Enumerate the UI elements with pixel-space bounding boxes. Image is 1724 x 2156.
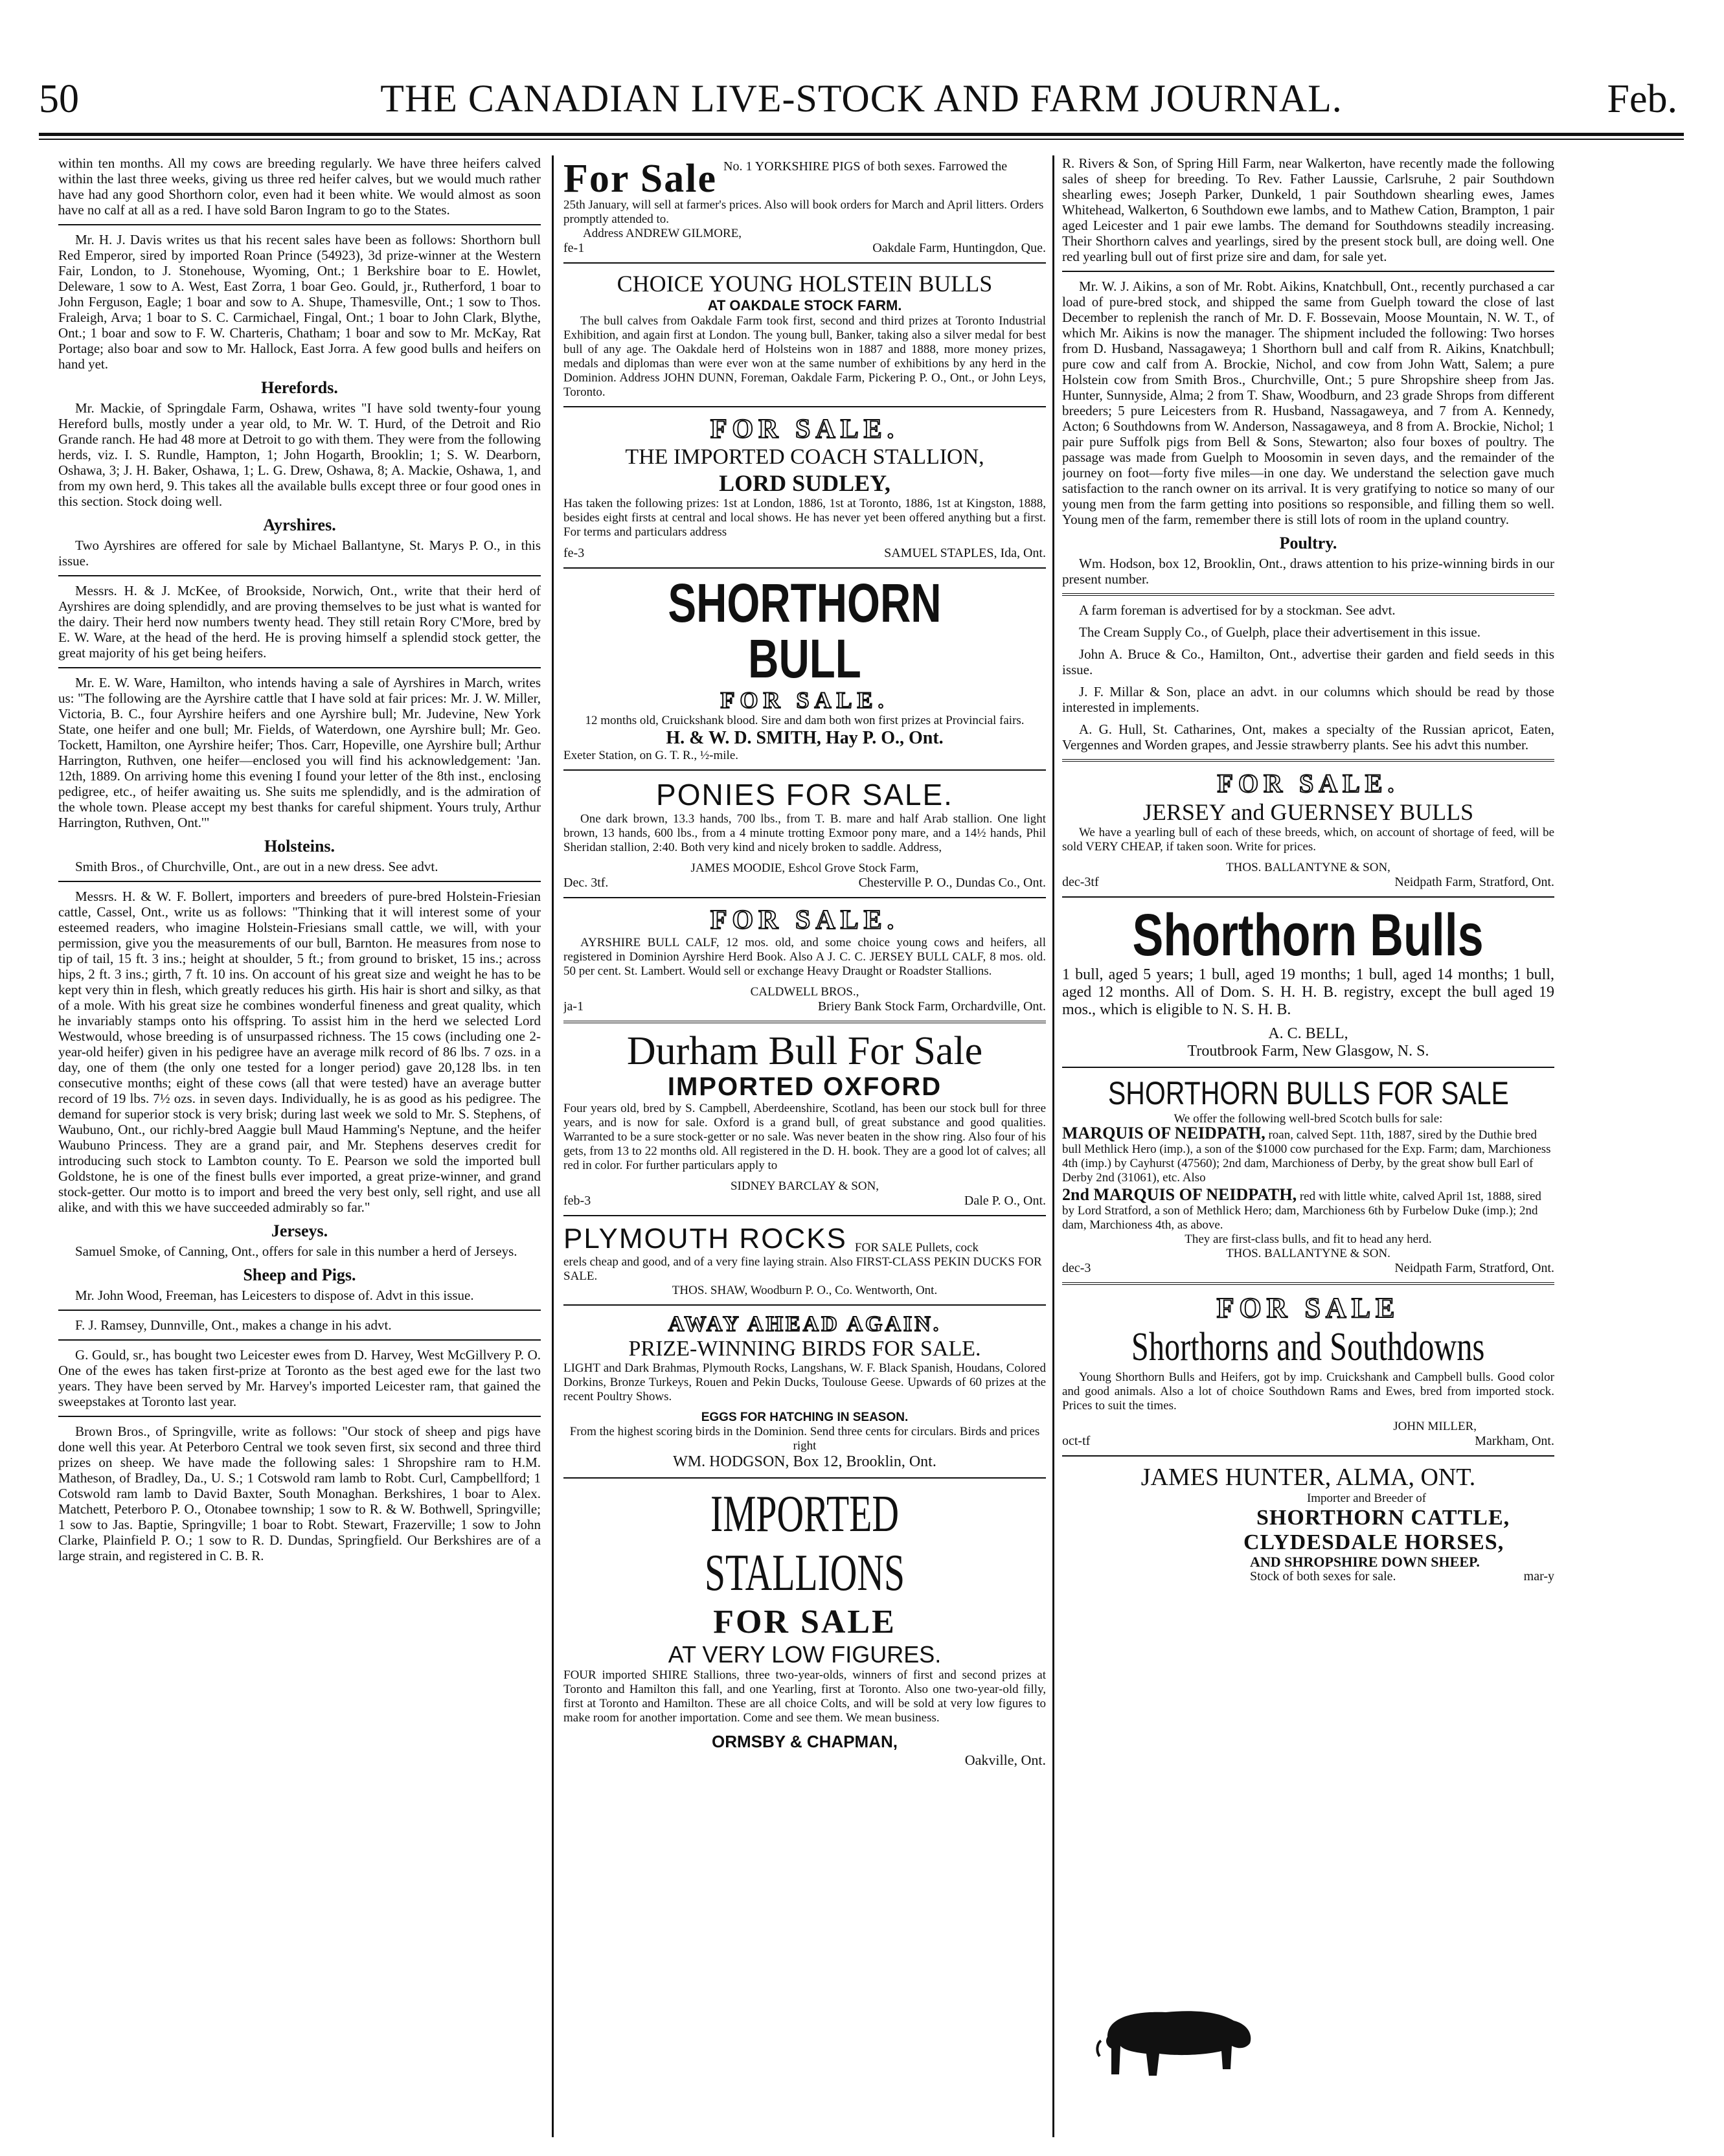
ad-address: Troutbrook Farm, New Glasgow, N. S. [1187, 1043, 1429, 1060]
divider [563, 262, 1046, 264]
ad-holstein-bulls [563, 270, 1046, 400]
ad-subhead: THE IMPORTED COACH STALLION, [625, 445, 984, 469]
divider [1062, 1067, 1554, 1068]
divider [563, 769, 1046, 771]
ad-code: dec-3 [1062, 1261, 1091, 1275]
ad-side-text: FOR SALE Pullets, cock [854, 1241, 979, 1254]
page-number: 50 [39, 77, 79, 121]
ad-subhead: Shorthorns and Southdowns [1131, 1325, 1485, 1369]
ad-shorthorn-bulls-bell [1062, 904, 1554, 1060]
ad-ponies [563, 777, 1046, 891]
ad-horse-name: LORD SUDLEY, [719, 470, 890, 496]
ad-body: 12 months old, Cruickshank blood. Sire and dam both won first prizes at Provincial fairs. [585, 714, 1025, 727]
ad-address: H. & W. D. SMITH, Hay P. O., Ont. [666, 728, 944, 748]
ad-address: SIDNEY BARCLAY & SON, [730, 1179, 879, 1193]
news-paragraph: Mr. E. W. Ware, Hamilton, who intends having a sale of Ayrshires in March, writes us: "The following are the Ayrshire cattle that I have sold at fair prices: Mr. J. W. Miller, Victoria, B. C., four Ayrshire heifers and one Ayrshire bull; Mr. Judevine, New York State, one heifer and one bull; Mr. Fields, of Waterdown, one Ayrshire bull; Mr. Geo. Tockett, Hamilton, one Ayrshire heifer; Thos. Carr, Hopeville, one Ayrshire bull; Arthur Harrington, Ruthven, one heifer—enclosed you will find his acknowledgement: 'Jan. 12th, 1889. On arriving home this evening I found your letter of the 8th inst., enclosing pedigree, etc., of heifer awaiting us. She suits me splendidly, and is the admiration of the whole town. Please accept my best thanks for careful shipment. Yours truly, Arthur Harrington, Ruthven, Ont.'" [58, 675, 541, 830]
divider [1062, 759, 1554, 762]
ad-line: AND SHROPSHIRE DOWN SHEEP. [1250, 1554, 1480, 1570]
ad-body: AYRSHIRE BULL CALF, 12 mos. old, and some choice young cows and heifers, all registered in Dominion Ayrshire Herd Book. Also A J. C. C. JERSEY BULL CALF, 8 mos. old. 50 per cent. St. Lambert. Would sell or exchange Heavy Draught or Roadster Stallions. [563, 936, 1046, 978]
news-paragraph: within ten months. All my cows are breeding regularly. We have three heifers calved within the last three weeks, giving us three red heifer calves, but we would much rather have had any good Shorthorn color, even had it been white. We would almost as soon have no calf at all as a red. I have sold Baron Ingram to go to the States. [58, 155, 541, 218]
ad-headline: For Sale [563, 157, 717, 201]
header-rule-thin [39, 139, 1684, 140]
news-paragraph: A. G. Hull, St. Catharines, Ont, makes a specialty of the Russian apricot, Eaten, Vergennes and Worden grapes, and Jessie strawberry plants. See his advt this number. [1062, 721, 1554, 753]
section-heading-poultry: Poultry. [1279, 534, 1337, 552]
news-paragraph: Mr. W. J. Aikins, a son of Mr. Robt. Aikins, Knatchbull, Ont., recently purchased a car load of pure-bred stock, and shipped the same from Guelph toward the close of last December to replenish the ranch of Mr. D. F. Bossevain, Moose Mountain, N. W. T., of which Mr. Aikins is now the manager. The shipment included the following: Two horses from D. Husband, Nassagaweya; 1 Shorthorn bull and calf from R. Aikins, Knatchbull; pure cow and calf from A. Brockie, Nichol, and cow from John Watt, Salem; a pure Holstein cow from Smith Bros., Churchville, Ont.; 5 pure Shropshire sheep from Jas. Hunter, Sunnyside, Alma; 2 from T. Shaw, Woodburn, and 23 grade Shrops from different breeders; 5 pure Leicesters from R. Husband, Nassagaweya, and 7 from A. Kennedy, Acton; 6 Southdowns from W. Anderson, Nassagaweya, and 8 from A. Brockie, Nichol; 1 pair pure Suffolk pigs from Bell & Sons, Stewarton; also four boxes of poultry. The passage was made from Guelph to Moosomin in seven days, and the remainder of the journey on foot—forty five miles—in one day. We understand the selection gave much satisfaction to the ranch owner on its arrival. It is very gratifying to notice so many of our young men from the farm getting into positions so responsible, and filling them so well. Young men of the farm, remember there is still lots of room in the upland country. [1062, 278, 1554, 527]
ad-subhead: AT OAKDALE STOCK FARM. [707, 297, 902, 313]
ad-body: Young Shorthorn Bulls and Heifers, got by imp. Cruickshank and Campbell bulls. Good color and good animals. Also a lot of choice Southdown Rams and Ewes, bred from imported stock. Prices to suit the times. [1062, 1370, 1554, 1413]
divider [58, 1310, 541, 1311]
column-rule-1 [552, 155, 554, 2137]
ad-address: Neidpath Farm, Stratford, Ont. [1394, 875, 1554, 889]
ad-shorthorn-bulls-ballantyne [1062, 1074, 1554, 1276]
divider [563, 1021, 1046, 1023]
ad-address: THOS. BALLANTYNE & SON. [1226, 1247, 1390, 1260]
ad-address: ORMSBY & CHAPMAN, [712, 1732, 898, 1751]
ad-body: 25th January, will sell at farmer's prices. Also will book orders for March and April litters. Orders promptly attended to. [563, 198, 1044, 226]
ad-station: Exeter Station, on G. T. R., ½-mile. [563, 749, 739, 762]
ad-address: THOS. BALLANTYNE & SON, [1226, 861, 1390, 874]
ad-body: We have a yearling bull of each of these breeds, which, on account of shortage of feed, will be sold VERY CHEAP, if taken soon. Write for prices. [1062, 826, 1554, 854]
news-paragraph: J. F. Millar & Son, place an advt. in our columns which should be read by those interested in implements. [1062, 684, 1554, 715]
ad-address: A. C. BELL, [1268, 1025, 1348, 1042]
section-heading-jerseys: Jerseys. [271, 1221, 328, 1240]
news-paragraph: Wm. Hodson, box 12, Brooklin, Ont., draws attention to his prize-winning birds in our present number. [1062, 556, 1554, 587]
section-heading-sheep-pigs: Sheep and Pigs. [243, 1265, 356, 1284]
section-heading-herefords: Herefords. [261, 378, 338, 397]
divider [563, 406, 1046, 407]
ad-subhead-2: AT VERY LOW FIGURES. [668, 1641, 942, 1668]
ad-durham-bull [563, 1030, 1046, 1208]
issue-month: Feb. [1607, 77, 1677, 121]
ad-james-hunter [1062, 1463, 1554, 1584]
bull-illustration [1095, 1998, 1256, 2089]
column-news-1 [58, 155, 541, 2144]
ad-body: 1 bull, aged 5 years; 1 bull, aged 19 months; 1 bull, aged 14 months; 1 bull, aged 12 months. All of Dom. S. H. H. B. registry, except the bull aged 19 mos., which is eligible to N. S. H. B. [1062, 966, 1554, 1018]
ad-headline: AWAY AHEAD AGAIN. [668, 1312, 942, 1336]
ad-body: roan, calved Sept. 11th, 1887, sired by the Duthie bred bull Methlick Hero (imp.), a son of the $1000 cow purchased for the Exp. Farm; dam, Marchioness 4th (imp.) by Cayhurst (47560); 2nd dam, Marchioness of Derby, by the great show bull Earl of Derby 2nd (31061), etc. Also [1062, 1128, 1551, 1185]
divider [563, 1304, 1046, 1306]
divider [1062, 271, 1554, 272]
ad-body: They are first-class bulls, and fit to head any herd. [1185, 1232, 1432, 1246]
ad-subhead: PRIZE-WINNING BIRDS FOR SALE. [628, 1337, 981, 1361]
ad-address: Address ANDREW GILMORE, [583, 227, 742, 240]
news-paragraph: Brown Bros., of Springville, write as follows: "Our stock of sheep and pigs have done well this year. At Peterboro Central we took seven first, six second and three third prizes on sheep. We have made the following sales: 1 Shropshire ram to H.M. Matheson, of Bradley, Da., U. S.; 1 Cotswold ram lamb to Robt. Curl, Campbellford; 1 Cotswold ram lamb to David Baxter, South Monaghan. Berkshires, 1 boar to Alex. Matchett, Peterboro P. O., Otonabee township; 1 sow to R. & W. Bothwell, Springville; 1 sow to Jas. Baptie, Springville; 1 boar to Robt. Stewart, Frazerville; 1 sow to John Clarke, Plainfield P. O.; 1 sow to R. D. Dundas, Springfield. Our Berkshires are of a large strain, and registered in C. B. R. [58, 1424, 541, 1563]
ad-address: JOHN MILLER, [1393, 1420, 1477, 1433]
news-paragraph: Samuel Smoke, of Canning, Ont., offers for sale in this number a herd of Jerseys. [75, 1243, 517, 1259]
ad-address: WM. HODGSON, Box 12, Brooklin, Ont. [673, 1453, 936, 1470]
news-paragraph: The Cream Supply Co., of Guelph, place their advertisement in this issue. [1079, 624, 1480, 640]
divider [58, 1339, 541, 1341]
ad-headline: PONIES FOR SALE. [656, 778, 953, 811]
ad-subhead: FOR SALE. [720, 687, 889, 713]
news-paragraph: Mr. H. J. Davis writes us that his recent sales have been as follows: Shorthorn bull Red Emperor, sired by imported Roan Prince (54923), 3d prize-winner at the Western Fair, London, to J. Stonehouse, Wyoming, Ont.; 1 Berkshire boar to E. Howlet, Deleware, 1 sow to A. West, East Zorra, 1 boar Geo. Gould, jr., Rutherford, 1 boar to John Ferguson, Eagle; 1 boar and sow to A. Shupe, Thamesville, Ont.; 1 sow to Thos. Fraleigh, Arva; 1 boar to S. C. Carmichael, Fingal, Ont.; 1 boar to John Clark, Blythe, Ont.; 1 boar and sow to F. W. Charteris, Chatham; 1 boar and sow to Mr. McKay, Rat Portage; also boar and sow to Mr. Hallock, East Jorra. A few good bulls and heifers on hand yet. [58, 232, 541, 372]
ad-yorkshire-pigs [563, 159, 1046, 256]
ad-body: red with little white, calved April 1st, 1888, sired by Lord Stratford, a son of Methlick Hero; dam, Marchioness 6th by Furbelow Duke (imp.); 2nd dam, Marchioness 4th, as above. [1062, 1190, 1541, 1232]
news-paragraph: R. Rivers & Son, of Spring Hill Farm, near Walkerton, have recently made the following sales of sheep for breeding. To Rev. Father Laussie, Carlsruhe, 2 pair Southdown shearling ewes; Joseph Parker, Dunkeld, 1 pair Southdown shearling ewes, James Whitehead, Walkerton, 6 Southdown ewe lambs, and to Mathew Cation, Brampton, 1 pair aged Leicester and 1 pair ewe lambs. The demand for Southdowns steadily increasing. Their Shorthorn calves and yearlings, sired by the present stock bull, are doing well. One red yearling bull out of first prize sire and dam, for sale yet. [1062, 155, 1554, 264]
ad-headline: Shorthorn Bulls [1132, 902, 1484, 968]
ad-body: Has taken the following prizes: 1st at London, 1886, 1st at Toronto, 1886, 1st at Kingston, 1888, besides eight firsts at central and local shows. He has never yet been offered anything but a first. For terms and particulars address [563, 497, 1046, 539]
section-heading-holsteins: Holsteins. [264, 837, 335, 856]
ad-code: dec-3tf [1062, 875, 1099, 889]
ad-address: CALDWELL BROS., [750, 985, 859, 999]
ad-headline: FOR SALE. [710, 905, 900, 935]
ad-headline: FOR SALE [1216, 1292, 1400, 1324]
divider [563, 1477, 1046, 1479]
ad-imported-stallions [563, 1485, 1046, 1769]
column-rule-2 [1052, 155, 1054, 2137]
news-paragraph: Messrs. H. & J. McKee, of Brookside, Norwich, Ont., write that their herd of Ayrshires are doing splendidly, and are proving themselves to be just what is wanted for the dairy. Their herd now numbers twenty head. They still retain Rory C'More, bred by E. W. Ware, at the head of the herd. He is proving himself a splendid stock getter, the great majority of his get being heifers. [58, 583, 541, 661]
ad-shorthorn-bull [563, 575, 1046, 763]
ad-address: JAMES MOODIE, Eshcol Grove Stock Farm, [690, 861, 919, 875]
news-paragraph: A farm foreman is advertised for by a stockman. See advt. [1079, 602, 1396, 618]
ad-code: fe-3 [563, 546, 585, 560]
column-news-2 [1062, 155, 1554, 2144]
bull-name: 2nd MARQUIS OF NEIDPATH, [1062, 1185, 1297, 1204]
ad-body: erels cheap and good, and of a very fine laying strain. Also FIRST-CLASS PEKIN DUCKS FOR SALE. [563, 1255, 1042, 1283]
ad-side-text: No. 1 YORKSHIRE PIGS of both sexes. Farrowed the [723, 159, 1008, 174]
ad-headline: SHORTHORN BULL [668, 573, 942, 689]
news-paragraph: John A. Bruce & Co., Hamilton, Ont., advertise their garden and field seeds in this issue. [1062, 646, 1554, 677]
page-header [39, 76, 1684, 128]
news-paragraph: Two Ayrshires are offered for sale by Michael Ballantyne, St. Marys P. O., in this issue. [58, 538, 541, 569]
news-paragraph: Mr. John Wood, Freeman, has Leicesters to dispose of. Advt in this issue. [75, 1288, 474, 1303]
header-rule [39, 133, 1684, 136]
ad-shorthorns-southdowns [1062, 1291, 1554, 1449]
ad-address: THOS. SHAW, Woodburn P. O., Co. Wentworth, Ont. [672, 1284, 938, 1297]
ad-line: CLYDESDALE HORSES, [1243, 1530, 1504, 1554]
news-paragraph: F. J. Ramsey, Dunnville, Ont., makes a change in his advt. [75, 1317, 392, 1333]
ad-headline: SHORTHORN BULLS FOR SALE [1107, 1075, 1509, 1111]
ad-body: From the highest scoring birds in the Dominion. Send three cents for circulars. Birds and prices right [569, 1425, 1040, 1453]
news-paragraph: Smith Bros., of Churchville, Ont., are out in a new dress. See advt. [75, 859, 438, 874]
bull-name: MARQUIS OF NEIDPATH, [1062, 1124, 1265, 1142]
ad-address: Briery Bank Stock Farm, Orchardville, Ont. [817, 999, 1046, 1014]
column-advertisements [563, 155, 1046, 2144]
divider [58, 881, 541, 882]
ad-line: Stock of both sexes for sale. [1250, 1569, 1396, 1583]
divider [1062, 1282, 1554, 1285]
news-paragraph: G. Gould, sr., has bought two Leicester ewes from D. Harvey, West McGillvery P. O. One of the ewes has taken first-prize at Toronto as the best aged ewe for the last two years. They have been served by Mr. Harvey's imported Leicester ram, that gained the sweepstakes at Toronto last year. [58, 1347, 541, 1409]
ad-eggs-line: EGGS FOR HATCHING IN SEASON. [701, 1411, 909, 1424]
ad-jersey-guernsey [1062, 768, 1554, 890]
ad-body: One dark brown, 13.3 hands, 700 lbs., from T. B. mare and half Arab stallion. One light brown, 13 hands, 600 lbs., from a 4 minute trotting Exmoor pony mare, and a 14½ hands, Phil Sheridan stallion, 2:40. Both very kind and nicely broken to saddle. Address, [563, 812, 1046, 854]
ad-code: oct-tf [1062, 1434, 1091, 1448]
divider [563, 1215, 1046, 1216]
ad-code: mar-y [1523, 1569, 1554, 1583]
ad-body: LIGHT and Dark Brahmas, Plymouth Rocks, Langshans, W. F. Black Spanish, Houdans, Colored Dorkins, Bronze Turkeys, Rouen and Pekin Ducks, Toulouse Geese. Upwards of 60 prizes at the recent Poultry Shows. [563, 1361, 1046, 1403]
ad-body: Four years old, bred by S. Campbell, Aberdeenshire, Scotland, has been our stock bull for three years, and is now for sale. Oxford is a grand bull, of great substance and good qualities. Warranted to be a sure stock-getter or no sale. Was never beaten in the show ring. Also four of his gets, from 13 to 22 months old. All registered in the D. H. book. They are a good lot of calves; all red in color. For further particulars apply to [563, 1102, 1046, 1172]
ad-headline: IMPORTED STALLIONS [705, 1486, 905, 1602]
ad-address: Oakville, Ont. [964, 1752, 1046, 1768]
ad-subhead: We offer the following well-bred Scotch bulls for sale: [1174, 1112, 1443, 1126]
divider [58, 575, 541, 576]
ad-headline: PLYMOUTH ROCKS [563, 1223, 847, 1254]
ad-prize-birds [563, 1312, 1046, 1471]
divider [1062, 593, 1554, 596]
ad-code: Dec. 3tf. [563, 876, 609, 890]
ad-address: Chesterville P. O., Dundas Co., Ont. [858, 876, 1046, 890]
ad-headline: CHOICE YOUNG HOLSTEIN BULLS [617, 271, 993, 297]
ad-code: fe-1 [563, 241, 585, 255]
divider [58, 1416, 541, 1417]
ad-address: Dale P. O., Ont. [964, 1194, 1046, 1208]
ad-address: Markham, Ont. [1475, 1434, 1554, 1448]
journal-title: THE CANADIAN LIVE-STOCK AND FARM JOURNAL. [380, 77, 1343, 120]
news-paragraph: Mr. Mackie, of Springdale Farm, Oshawa, writes "I have sold twenty-four young Hereford bulls, mostly under a year old, to Mr. W. T. Hurd, of the Detroit and Rio Grande ranch. He had 48 more at Detroit to go with them. They were from the following herds, viz. I. S. Rundle, Hampton, 1; John Hogarth, Brooklin; 1; S. W. Dearborn, Oshawa, 3; J. H. Baker, Oshawa, 1; L. G. Drew, Oshawa, 8; A. Mackie, Oshawa, 1, and from my own herd, 9. This takes all the available bulls except three or four good ones in this section. Stock doing well. [58, 400, 541, 509]
ad-code: ja-1 [563, 999, 584, 1014]
divider [563, 567, 1046, 569]
ad-subhead: Importer and Breeder of [1306, 1492, 1427, 1505]
ad-headline: Durham Bull For Sale [626, 1029, 983, 1073]
ad-headline: FOR SALE. [710, 414, 900, 444]
divider [1062, 896, 1554, 898]
news-paragraph: Messrs. H. & W. F. Bollert, importers and breeders of pure-bred Holstein-Friesian cattle, Cassel, Ont., write us as follows: "Thinking that it will interest some of your esteemed readers, who imagine Holstein-Friesians small cattle, we will, with your permission, give you the measurements of our bull, Barnton. He measures from nose to tip of tail, 15 ft. 3 ins.; height at shoulder, 5 ft.; from ground to brisket, 15 ins.; across hips, 2 ft. 3 ins.; girth, 7 ft. 10 ins. On account of his great size and weight he has to be kept very thin in flesh, which greatly reduces his girth. His hair is short and silky, as that of a mole. With his great size he combines wonderful fineness and great quality, which he invariably stamps onto his offspring. To assist him in the herd we selected Lord Westwould, whose breeding is of unsurpassed richness. The 15 cows (including one 2-year-old heifer) given in his pedigree have an average milk record of 86 lbs. 7 ozs. in a day, one of them (the only one tested for a longer period) gave 20,128 lbs. in ten consecutive months; eight of these cows (all that were tested) have an average butter record of 19 lbs. 7½ ozs. in seven days. Individually, he is as good as his pedigree. The demand for superior stock is very brisk; during last week we sold to Mr. S. Stephens, of Waubuno, Ont., our richly-bred Aaggie bull Maud Hamming's Neptune, and the heifer Waubuno Princess. They are a grand pair, and Mr. Stephens deserves credit for introducing such stock to Lambton county. To E. Pearson we sold the imported bull Goldstone, he is one of the finest bulls ever imported, a great prize-winner, and grand stock-getter. Our motto is to import and breed the very best only, sell right, and use all alike, and with this we have succeeded admirably so far." [58, 889, 541, 1215]
ad-body: FOUR imported SHIRE Stallions, three two-year-olds, winners of first and second prizes at Toronto and Hamilton this fall, and one Yearling, first at Toronto. Also one two-year-old filly, first at Toronto and Hamilton. These are all choice Colts, and will be sold at very low figures to make room for another importation. Come and see them. We mean business. [563, 1668, 1046, 1725]
section-heading-ayrshires: Ayrshires. [263, 516, 336, 534]
ad-headline: JAMES HUNTER, ALMA, ONT. [1140, 1464, 1476, 1491]
divider [58, 667, 541, 668]
ad-line: SHORTHORN CATTLE, [1256, 1506, 1510, 1530]
ad-headline: FOR SALE. [1217, 769, 1400, 798]
ad-subhead: JERSEY and GUERNSEY BULLS [1142, 799, 1474, 825]
ad-plymouth-rocks [563, 1223, 1046, 1298]
ad-subhead: FOR SALE [713, 1604, 896, 1640]
ad-address: SAMUEL STAPLES, Ida, Ont. [884, 546, 1046, 560]
divider [1062, 1455, 1554, 1457]
ad-coach-stallion [563, 414, 1046, 561]
ad-address: Oakdale Farm, Huntingdon, Que. [872, 241, 1046, 255]
ad-code: feb-3 [563, 1194, 591, 1208]
ad-ayrshire-calf [563, 905, 1046, 1014]
divider [563, 897, 1046, 898]
divider [58, 224, 541, 225]
ad-subhead: IMPORTED OXFORD [667, 1072, 942, 1101]
ad-address: Neidpath Farm, Stratford, Ont. [1394, 1261, 1554, 1275]
ad-body: The bull calves from Oakdale Farm took first, second and third prizes at Toronto Industrial Exhibition, and again first at London. The young bull, Banker, taking also a silver medal for best bull of any age. The Oakdale herd of Holsteins won in 1887 and 1888, more money prizes, medals and diplomas than were ever won at the same number of exhibitions by any herd in the Dominion. Address JOHN DUNN, Foreman, Oakdale Farm, Pickering P. O., Ont., or John Leys, Toronto. [563, 314, 1046, 399]
